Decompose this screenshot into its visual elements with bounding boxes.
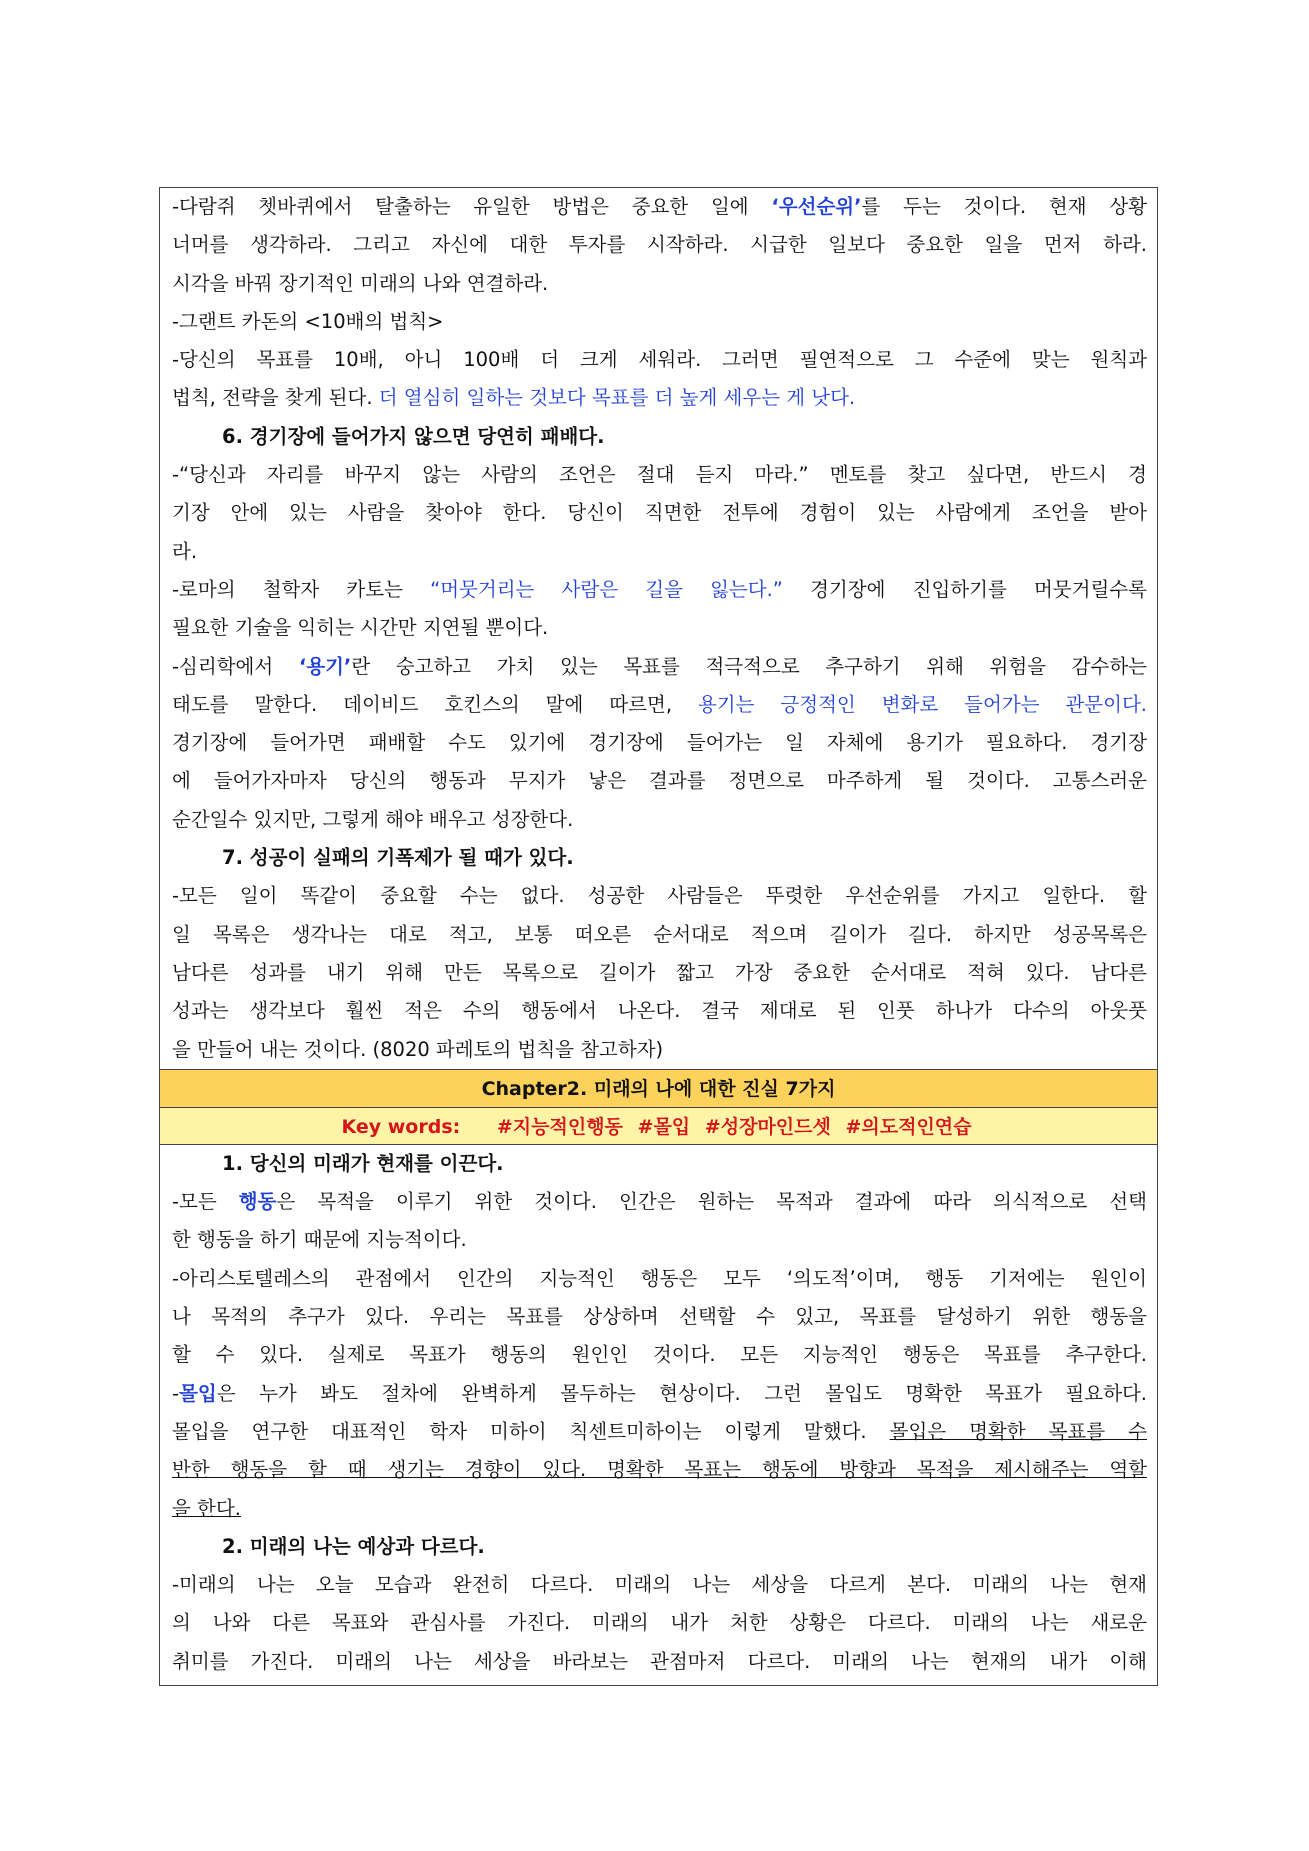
paragraph-line: -로마의 철학자 카토는 “머뭇거리는 사람은 길을 잃는다.” 경기장에 진입하기를 머뭇거릴수록 bbox=[172, 577, 1147, 601]
paragraph-line: 경기장에 들어가면 패배할 수도 있기에 경기장에 들어가는 일 자체에 용기가 필요하다. 경기장 bbox=[172, 731, 1147, 755]
highlight-quote: 용기는 긍정적인 변화로 들어가는 관문이다. bbox=[697, 692, 1147, 716]
paragraph-line: -심리학에서 ‘용기’란 숭고하고 가치 있는 목표를 적극적으로 추구하기 위해 위험을 감수하는 bbox=[172, 654, 1147, 678]
section-heading-6: 6. 경기장에 들어가지 않으면 당연히 패배다. bbox=[222, 424, 605, 448]
keyword-tag: #몰입 bbox=[637, 1115, 691, 1138]
chapter-title: Chapter2. 미래의 나에 대한 진실 7가지 bbox=[160, 1069, 1157, 1107]
paragraph-line: -“당신과 자리를 바꾸지 않는 사람의 조언은 절대 듣지 마라.” 멘토를 찾고 싶다면, 반드시 경 bbox=[172, 463, 1147, 487]
paragraph-line: 을 만들어 내는 것이다. (8020 파레토의 법칙을 참고하자) bbox=[172, 1037, 664, 1061]
paragraph-line: 일 목록은 생각나는 대로 적고, 보통 떠오른 순서대로 적으며 길이가 길다. 하지만 성공목록은 bbox=[172, 922, 1147, 946]
keywords-label: Key words: bbox=[341, 1115, 461, 1138]
paragraph-line: 필요한 기술을 익히는 시간만 지연될 뿐이다. bbox=[172, 616, 549, 640]
paragraph-line: 너머를 생각하라. 그리고 자신에 대한 투자를 시작하라. 시급한 일보다 중요한 일을 먼저 하라. bbox=[172, 233, 1147, 257]
paragraph-line: -미래의 나는 오늘 모습과 완전히 다르다. 미래의 나는 세상을 다르게 본다. 미래의 나는 현재 bbox=[172, 1573, 1147, 1597]
paragraph-line: 남다른 성과를 내기 위해 만든 목록으로 길이가 짧고 가장 중요한 순서대로 적혀 있다. 남다른 bbox=[172, 960, 1147, 984]
highlight-quote: 더 열심히 일하는 것보다 목표를 더 높게 세우는 게 낫다. bbox=[378, 386, 856, 410]
paragraph-line: 몰입을 연구한 대표적인 학자 미하이 칙센트미하이는 이렇게 말했다. 몰입은 명확한 목표를 수 bbox=[172, 1419, 1147, 1443]
document-frame bbox=[159, 187, 1158, 1686]
highlight-quote: “머뭇거리는 사람은 길을 잃는다.” bbox=[430, 577, 783, 601]
section-heading-2: 2. 미래의 나는 예상과 다르다. bbox=[222, 1534, 485, 1558]
paragraph-line: 의 나와 다른 목표와 관심사를 가진다. 미래의 내가 처한 상황은 다르다. 미래의 나는 새로운 bbox=[172, 1611, 1147, 1635]
section-heading-7: 7. 성공이 실패의 기폭제가 될 때가 있다. bbox=[222, 846, 574, 870]
keyword-tag: #의도적인연습 bbox=[845, 1115, 972, 1138]
paragraph-line: 을 한다. bbox=[172, 1496, 241, 1520]
paragraph-line: 라. bbox=[172, 539, 198, 563]
paragraph-line: 법칙, 전략을 찾게 된다. 더 열심히 일하는 것보다 목표를 더 높게 세우는 게 낫다. bbox=[172, 386, 856, 410]
chapter2-content bbox=[160, 1145, 1157, 1681]
section-heading-1: 1. 당신의 미래가 현재를 이끈다. bbox=[222, 1151, 504, 1175]
paragraph-line: -다람쥐 쳇바퀴에서 탈출하는 유일한 방법은 중요한 일에 ‘우선순위’를 두는 것이다. 현재 상황 bbox=[172, 195, 1147, 218]
highlight-flow: 몰입 bbox=[179, 1381, 217, 1405]
highlight-priority: ‘우선순위’ bbox=[771, 195, 862, 218]
paragraph-line: 에 들어가자마자 당신의 행동과 무지가 낳은 결과를 정면으로 마주하게 될 것이다. 고통스러운 bbox=[172, 769, 1147, 793]
paragraph-line: 나 목적의 추구가 있다. 우리는 목표를 상상하며 선택할 수 있고, 목표를 달성하기 위한 행동을 bbox=[172, 1305, 1147, 1329]
paragraph-line: 태도를 말한다. 데이비드 호킨스의 말에 따르면, 용기는 긍정적인 변화로 들어가는 관문이다. bbox=[172, 692, 1147, 716]
paragraph-line: 취미를 가진다. 미래의 나는 세상을 바라보는 관점마저 다르다. 미래의 나는 현재의 내가 이해 bbox=[172, 1649, 1147, 1673]
paragraph-line: 순간일수 있지만, 그렇게 해야 배우고 성장한다. bbox=[172, 807, 574, 831]
paragraph-line: -몰입은 누가 봐도 절차에 완벽하게 몰두하는 현상이다. 그런 몰입도 명확한 목표가 필요하다. bbox=[172, 1381, 1147, 1405]
highlight-courage: ‘용기’ bbox=[298, 654, 352, 678]
paragraph-line: 시각을 바꿔 장기적인 미래의 나와 연결하라. bbox=[172, 271, 549, 295]
paragraph-line: 기장 안에 있는 사람을 찾아야 한다. 당신이 직면한 전투에 경험이 있는 사람에게 조언을 받아 bbox=[172, 501, 1147, 525]
keyword-tag: #지능적인행동 bbox=[496, 1115, 623, 1138]
paragraph-line: -모든 일이 똑같이 중요할 수는 없다. 성공한 사람들은 뚜렷한 우선순위를 가지고 일한다. 할 bbox=[172, 884, 1147, 908]
highlight-action: 행동 bbox=[238, 1190, 277, 1214]
paragraph-line: 한 행동을 하기 때문에 지능적이다. bbox=[172, 1228, 467, 1252]
keyword-tag: #성장마인드셋 bbox=[704, 1115, 831, 1138]
paragraph-line: -그랜트 카돈의 <10배의 법칙> bbox=[172, 309, 444, 333]
paragraph-line: -당신의 목표를 10배, 아니 100배 더 크게 세워라. 그러면 필연적으로 그 수준에 맞는 원칙과 bbox=[172, 348, 1147, 372]
paragraph-line: 할 수 있다. 실제로 목표가 행동의 원인인 것이다. 모든 지능적인 행동은 목표를 추구한다. bbox=[172, 1343, 1147, 1367]
paragraph-line: 성과는 생각보다 훨씬 적은 수의 행동에서 나온다. 결국 제대로 된 인풋 하나가 다수의 아웃풋 bbox=[172, 999, 1147, 1023]
underlined-quote: 몰입은 명확한 목표를 수 bbox=[889, 1419, 1147, 1443]
paragraph-line: -아리스토텔레스의 관점에서 인간의 지능적인 행동은 모두 ‘의도적’이며, 행동 기저에는 원인이 bbox=[172, 1266, 1147, 1290]
paragraph-line: -모든 행동은 목적을 이루기 위한 것이다. 인간은 원하는 목적과 결과에 따라 의식적으로 선택 bbox=[172, 1190, 1147, 1214]
chapter1-content bbox=[160, 188, 1157, 1069]
paragraph-line: 반한 행동을 할 때 생기는 경향이 있다. 명확한 목표는 행동에 방향과 목적을 제시해주는 역할 bbox=[172, 1458, 1147, 1482]
keywords-row bbox=[160, 1107, 1157, 1145]
